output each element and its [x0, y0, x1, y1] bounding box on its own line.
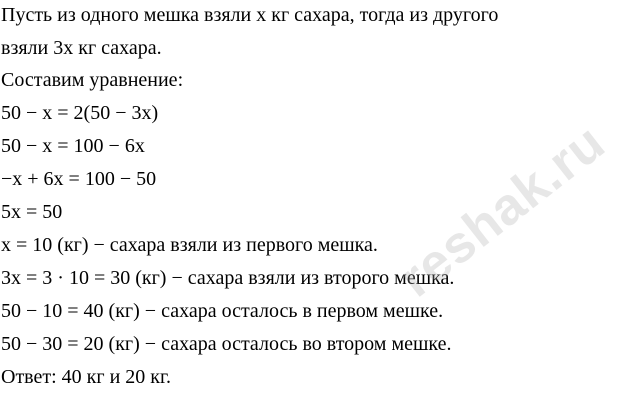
result-line-4: 50 − 30 = 20 (кг) − сахара осталось во втором мешке.: [1, 333, 452, 355]
result-line-1: x = 10 (кг) − сахара взяли из первого мешка.: [1, 234, 378, 256]
equation-3: −x + 6x = 100 − 50: [1, 168, 157, 190]
text-line-3: Составим уравнение:: [1, 69, 184, 91]
equation-2: 50 − x = 100 − 6x: [1, 135, 145, 157]
text-line-1: Пусть из одного мешка взяли x кг сахара, тогда из другого: [1, 4, 499, 26]
result-line-2: 3x = 3 · 10 = 30 (кг) − сахара взяли из второго мешка.: [1, 267, 455, 289]
watermark-logo: reshak.ru: [388, 113, 616, 309]
text-line-2: взяли 3x кг сахара.: [1, 37, 162, 59]
answer-line: Ответ: 40 кг и 20 кг.: [1, 366, 171, 388]
equation-4: 5x = 50: [1, 201, 63, 223]
result-line-3: 50 − 10 = 40 (кг) − сахара осталось в первом мешке.: [1, 300, 444, 322]
equation-1: 50 − x = 2(50 − 3x): [1, 102, 159, 124]
